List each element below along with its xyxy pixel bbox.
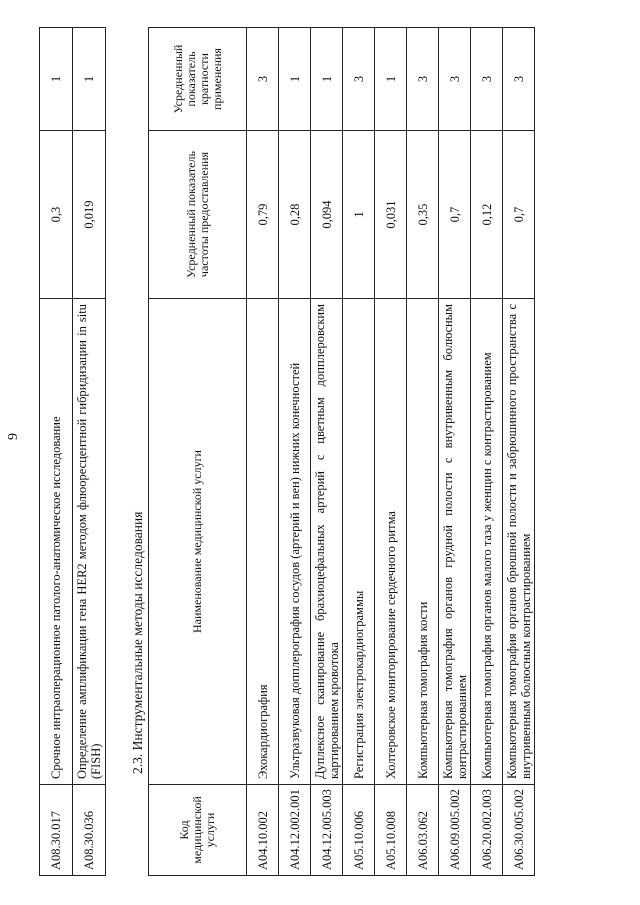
table-header-row — [149, 28, 247, 876]
service-name: Компьютерная томография органов брюшной полости и забрюшинного пространства с внутривенным болюсным контрастированием — [503, 299, 535, 785]
table-row — [471, 28, 503, 876]
table-row — [247, 28, 279, 876]
continued-services-table — [39, 27, 106, 876]
frequency-value: 1 — [343, 131, 375, 299]
service-name: Компьютерная томография органов грудной полости с внутривенным болюсным контрастированием — [439, 299, 471, 785]
multiplicity-value: 3 — [343, 28, 375, 131]
service-name: Срочное интраоперационное патолого-анатомическое исследование — [40, 299, 73, 785]
service-code: A06.09.005.002 — [439, 785, 471, 876]
service-name: Холтеровское мониторирование сердечного ритма — [375, 299, 407, 785]
service-name: Компьютерная томография кости — [407, 299, 439, 785]
service-code: A06.20.002.003 — [471, 785, 503, 876]
table-row — [73, 28, 106, 876]
service-code: A08.30.017 — [40, 785, 73, 876]
frequency-value: 0,7 — [439, 131, 471, 299]
frequency-value: 0,79 — [247, 131, 279, 299]
table-row — [407, 28, 439, 876]
service-name: Определение амплификации гена HER2 методом флюоресцентной гибридизации in situ (FISH) — [73, 299, 106, 785]
instrumental-methods-table — [148, 27, 535, 876]
table-row — [503, 28, 535, 876]
frequency-value: 0,094 — [311, 131, 343, 299]
service-name: Компьютерная томография органов малого таза у женщин с контрастированием — [471, 299, 503, 785]
service-code: A04.12.005.003 — [311, 785, 343, 876]
multiplicity-value: 3 — [471, 28, 503, 131]
header-name: Наименование медицинской услуги — [149, 299, 247, 785]
multiplicity-value: 1 — [279, 28, 311, 131]
frequency-value: 0,019 — [73, 131, 106, 299]
multiplicity-value: 3 — [407, 28, 439, 131]
frequency-value: 0,7 — [503, 131, 535, 299]
multiplicity-value: 3 — [503, 28, 535, 131]
frequency-value: 0,3 — [40, 131, 73, 299]
service-name: Дуплексное сканирование брахиоцефальных артерий с цветным допплеровским картированием кровотока — [311, 299, 343, 785]
multiplicity-value: 3 — [439, 28, 471, 131]
service-code: A06.03.062 — [407, 785, 439, 876]
frequency-value: 0,12 — [471, 131, 503, 299]
table-row — [375, 28, 407, 876]
multiplicity-value: 1 — [375, 28, 407, 131]
service-code: A06.30.005.002 — [503, 785, 535, 876]
table-row — [343, 28, 375, 876]
service-code: A04.10.002 — [247, 785, 279, 876]
table-row — [279, 28, 311, 876]
table-row — [439, 28, 471, 876]
section-title: 2.3. Инструментальные методы исследования — [130, 511, 145, 774]
header-frequency: Усредненный показатель частоты предоставления — [149, 131, 247, 299]
multiplicity-value: 3 — [247, 28, 279, 131]
service-code: A05.10.008 — [375, 785, 407, 876]
multiplicity-value: 1 — [311, 28, 343, 131]
header-code: Код медицинской услуги — [149, 785, 247, 876]
page-number: 9 — [6, 433, 21, 440]
service-code: A08.30.036 — [73, 785, 106, 876]
multiplicity-value: 1 — [40, 28, 73, 131]
frequency-value: 0,28 — [279, 131, 311, 299]
service-name: Эхокардиография — [247, 299, 279, 785]
service-name: Регистрация электрокардиограммы — [343, 299, 375, 785]
frequency-value: 0,35 — [407, 131, 439, 299]
service-name: Ультразвуковая допплерография сосудов (артерий и вен) нижних конечностей — [279, 299, 311, 785]
service-code: A04.12.002.001 — [279, 785, 311, 876]
table-row — [311, 28, 343, 876]
table-row — [40, 28, 73, 876]
service-code: A05.10.006 — [343, 785, 375, 876]
multiplicity-value: 1 — [73, 28, 106, 131]
frequency-value: 0,031 — [375, 131, 407, 299]
header-multiplicity: Усредненный показатель кратности применения — [149, 28, 247, 131]
